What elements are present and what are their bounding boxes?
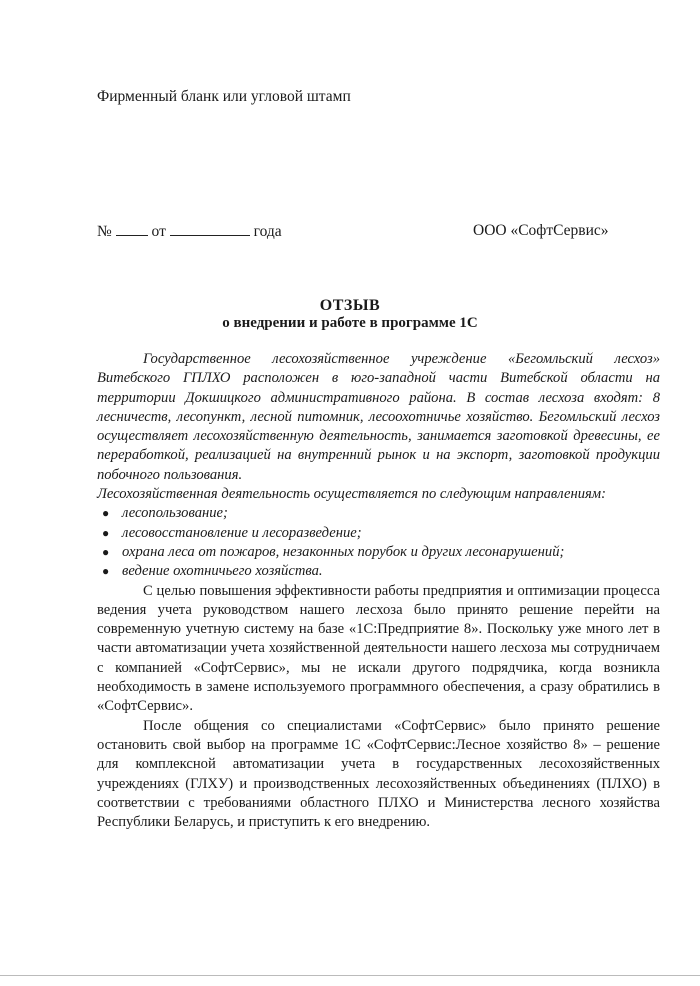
list-item-text: охрана леса от пожаров, незаконных порубок и других лесонарушений;	[122, 543, 565, 560]
year-label: года	[253, 223, 282, 240]
number-label: №	[97, 223, 112, 240]
number-blank	[116, 222, 148, 236]
list-item	[97, 562, 660, 581]
bullet-icon: ●	[102, 564, 110, 579]
reference-number-date	[97, 222, 282, 241]
from-label: от	[151, 223, 166, 240]
list-item-text: ведение охотничьего хозяйства.	[122, 563, 323, 580]
list-item	[97, 524, 660, 543]
page-bottom-edge	[0, 975, 700, 976]
date-blank	[170, 222, 250, 236]
document-subtitle: о внедрении и работе в программе 1С	[222, 315, 478, 331]
list-item	[97, 543, 660, 562]
list-item	[97, 504, 660, 523]
list-item-text: лесовосстановление и лесоразведение;	[122, 524, 362, 541]
letterhead-placeholder: Фирменный бланк или угловой штамп	[97, 88, 351, 105]
document-title: ОТЗЫВ	[319, 297, 381, 314]
paragraph-decision: С целью повышения эффективности работы предприятия и оптимизации процесса ведения учета руководством нашего лесхоза было принято решение перейти на современную учетную систему на базе «1С:Предприятие 8». Поскольку уже много лет в части автоматизации учета хозяйственной деятельности нашего лесхоза мы сотрудничаем с компанией «СофтСервис», мы не искали другого подрядчика, когда возникла необходимость в замене используемого программного обеспечения, а сразу обратились в «СофтСервис».	[97, 582, 660, 715]
bullet-icon: ●	[102, 525, 110, 540]
intro-paragraph: Государственное лесохозяйственное учреждение «Бегомльский лесхоз» Витебского ГПЛХО расположен в юго-западной части Витебской области на территории Докшицкого административного района. В состав лесхоза входят: 8 лесничеств, лесопункт, лесной питомник, лесоохотничье хозяйство. Бегомльский лесхоз осуществляет лесохозяйственную деятельность, занимается заготовкой древесины, ее переработкой, реализацией на внутренний рынок и на экспорт, заготовкой продукции побочного пользования.	[97, 351, 660, 483]
list-item-text: лесопользование;	[122, 505, 228, 522]
document-body	[97, 350, 660, 832]
bullet-icon: ●	[102, 544, 110, 559]
activities-list	[97, 504, 660, 581]
bullet-icon: ●	[102, 506, 110, 521]
addressee: ООО «СофтСервис»	[473, 222, 609, 239]
activities-lead: Лесохозяйственная деятельность осуществляется по следующим направлениям:	[97, 486, 606, 503]
paragraph-implementation: После общения со специалистами «СофтСервис» было принято решение остановить свой выбор на программе 1С «СофтСервис:Лесное хозяйство 8» – решение для комплексной автоматизации учета в государственных лесохозяйственных учреждениях (ГЛХУ) и производственных лесохозяйственных объединениях (ПЛХО) в соответствии с требованиями областного ПЛХО и Министерства лесного хозяйства Республики Беларусь, и приступить к его внедрению.	[97, 717, 660, 831]
